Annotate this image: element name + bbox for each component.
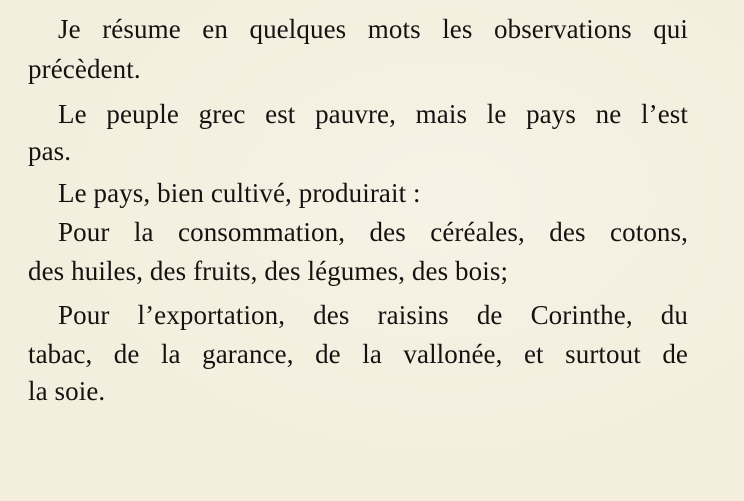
text-line: Le pays, bien cultivé, produirait :: [58, 178, 421, 208]
text-line: Je résume en quelques mots les observations qui: [58, 14, 688, 44]
text-line: Pour la consommation, des céréales, des cotons,: [58, 217, 688, 247]
text-line: des huiles, des fruits, des légumes, des bois;: [28, 256, 509, 286]
text-line: Le peuple grec est pauvre, mais le pays ne l’est: [58, 99, 688, 129]
text-line: Pour l’exportation, des raisins de Corinthe, du: [58, 300, 688, 330]
text-line: tabac, de la garance, de la vallonée, et surtout de: [28, 339, 688, 369]
text-line: pas.: [28, 136, 72, 166]
text-line: la soie.: [28, 376, 106, 406]
text-line: précèdent.: [28, 54, 141, 84]
